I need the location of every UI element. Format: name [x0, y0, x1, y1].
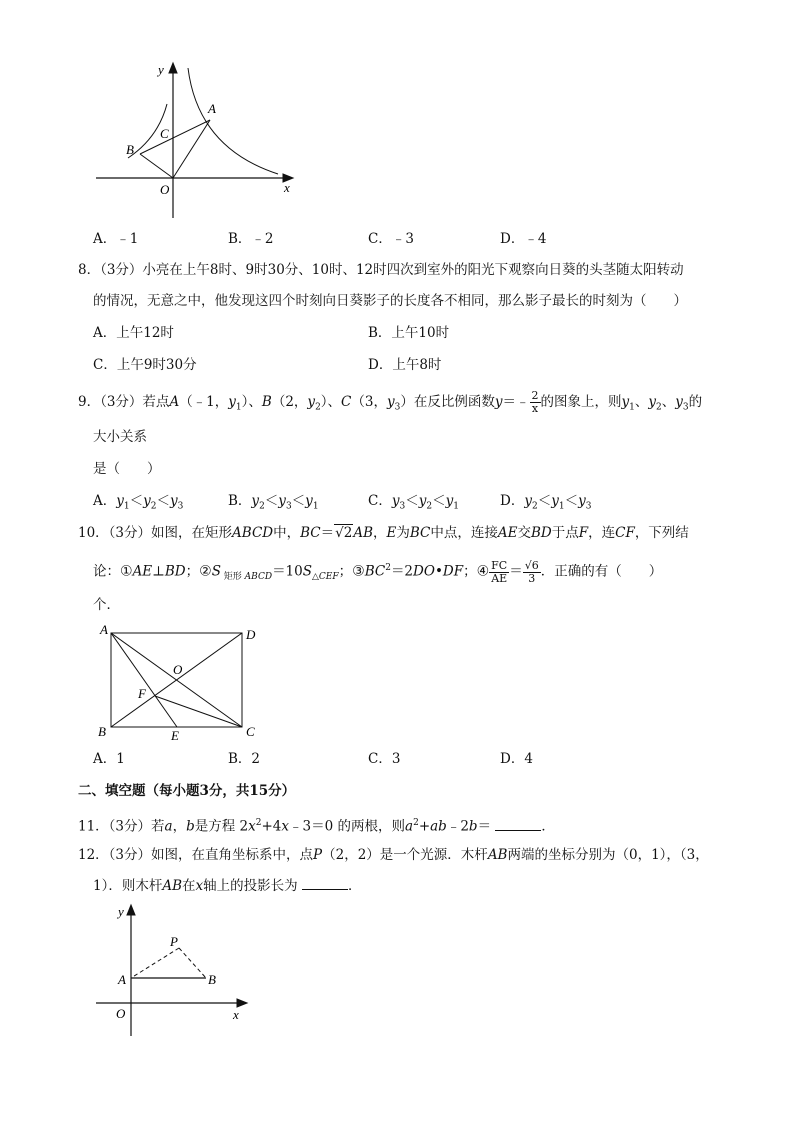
- label-x: x: [233, 1007, 239, 1022]
- ray-pb: [179, 948, 206, 978]
- label-y: y: [158, 62, 164, 77]
- segment-ob: [140, 154, 173, 178]
- q10-option-d[interactable]: D．4: [500, 751, 533, 767]
- section-heading: 二、填空题（每小题3分，共15分）: [78, 783, 296, 799]
- q8-option-a[interactable]: A．上午12时: [93, 325, 174, 341]
- q9-option-b[interactable]: B．$y_2<y_3<y_1$: [228, 493, 319, 512]
- q12-text-line1: 12．（3分）如图，在直角坐标系中，点P（2，2）是一个光源．木杆AB两端的坐标分别为（0，1），（3，: [78, 847, 709, 863]
- q7-figure: [88, 58, 308, 223]
- label-c: C: [246, 724, 255, 739]
- q10-text-line1: 10．（3分）如图，在矩形ABCD中，BC＝√2AB，E为BC中点，连接AE交BD于点F，连CF，下列结: [78, 525, 689, 541]
- q7-option-a[interactable]: A．﹣1: [93, 231, 139, 247]
- q8-option-d[interactable]: D．上午8时: [368, 357, 442, 373]
- q9-text-line1: 9．（3分）若点A（﹣1，$y_1$）、B（2，$y_2$）、C（3，$y_3$）在反比例函数y＝﹣ $\frac{2}{x}$ 的图象上，则$y_1$、$y_2$、$y_3$的: [78, 389, 703, 415]
- hyperbola-right: [188, 68, 278, 174]
- q11-text: 11．（3分）若a，b是方程 $2x^2+4x﹣3=0$ 的两根，则$a^2+ab﹣2b=$ ．: [78, 818, 555, 835]
- q7-option-d[interactable]: D．﹣4: [500, 231, 547, 247]
- label-b: B: [208, 972, 216, 987]
- q9-text-line2: 大小关系: [93, 429, 147, 445]
- q7-option-c[interactable]: C．﹣3: [368, 231, 414, 247]
- q12-text-line2: 1）．则木杆AB在x轴上的投影长为 ．: [93, 878, 362, 894]
- label-p: P: [170, 934, 178, 949]
- q10-option-c[interactable]: C．3: [368, 751, 401, 767]
- q8-option-b[interactable]: B．上午10时: [368, 325, 450, 341]
- segment-fc: [155, 696, 242, 727]
- q11-answer-blank[interactable]: [495, 818, 541, 831]
- q10-text-line2: 论：①AE⊥BD；②S $_{矩形 ABCD}=10S_{\triangle CEF}$；$③BC^2=2DO•DF$；④ $\frac{FC}{AE}$ ＝ $\frac{√6}{3}$ ．正确的有（ ）: [93, 558, 663, 585]
- q7-option-b[interactable]: B．﹣2: [228, 231, 274, 247]
- label-y: y: [118, 904, 124, 919]
- label-c: C: [160, 126, 169, 141]
- label-d: D: [246, 627, 256, 642]
- label-o: O: [116, 1006, 126, 1021]
- label-a: A: [208, 101, 216, 116]
- label-a: A: [118, 972, 126, 987]
- q12-answer-blank[interactable]: [302, 877, 348, 890]
- q8-text-line1: 8．（3分）小亮在上午8时、9时30分、10时、12时四次到室外的阳光下观察向日葵的头茎随太阳转动: [78, 262, 684, 278]
- label-b: B: [98, 724, 106, 739]
- label-x: x: [284, 180, 290, 195]
- q9-option-c[interactable]: C．$y_3<y_2<y_1$: [368, 493, 459, 512]
- label-e: E: [171, 728, 179, 743]
- q10-text-line3: 个．: [93, 597, 120, 613]
- q10-figure: [96, 620, 266, 744]
- label-o: O: [160, 182, 170, 197]
- segment-ae: [111, 633, 177, 727]
- q12-figure: [88, 900, 258, 1040]
- label-f: F: [138, 686, 146, 701]
- q9-option-d[interactable]: D．$y_2<y_1<y_3$: [500, 493, 592, 512]
- q9-option-a[interactable]: A．$y_1<y_2<y_3$: [93, 493, 184, 512]
- q8-text-line2: 的情况，无意之中，他发现这四个时刻向日葵影子的长度各不相同，那么影子最长的时刻为（ ）: [93, 293, 687, 309]
- label-o: O: [173, 662, 183, 677]
- q10-option-a[interactable]: A．1: [93, 751, 125, 767]
- q9-text-line3: 是（ ）: [93, 461, 161, 477]
- q8-option-c[interactable]: C．上午9时30分: [93, 357, 197, 373]
- label-b: B: [126, 142, 134, 157]
- ray-pa: [131, 948, 179, 978]
- label-a: A: [100, 622, 108, 637]
- q10-option-b[interactable]: B．2: [228, 751, 261, 767]
